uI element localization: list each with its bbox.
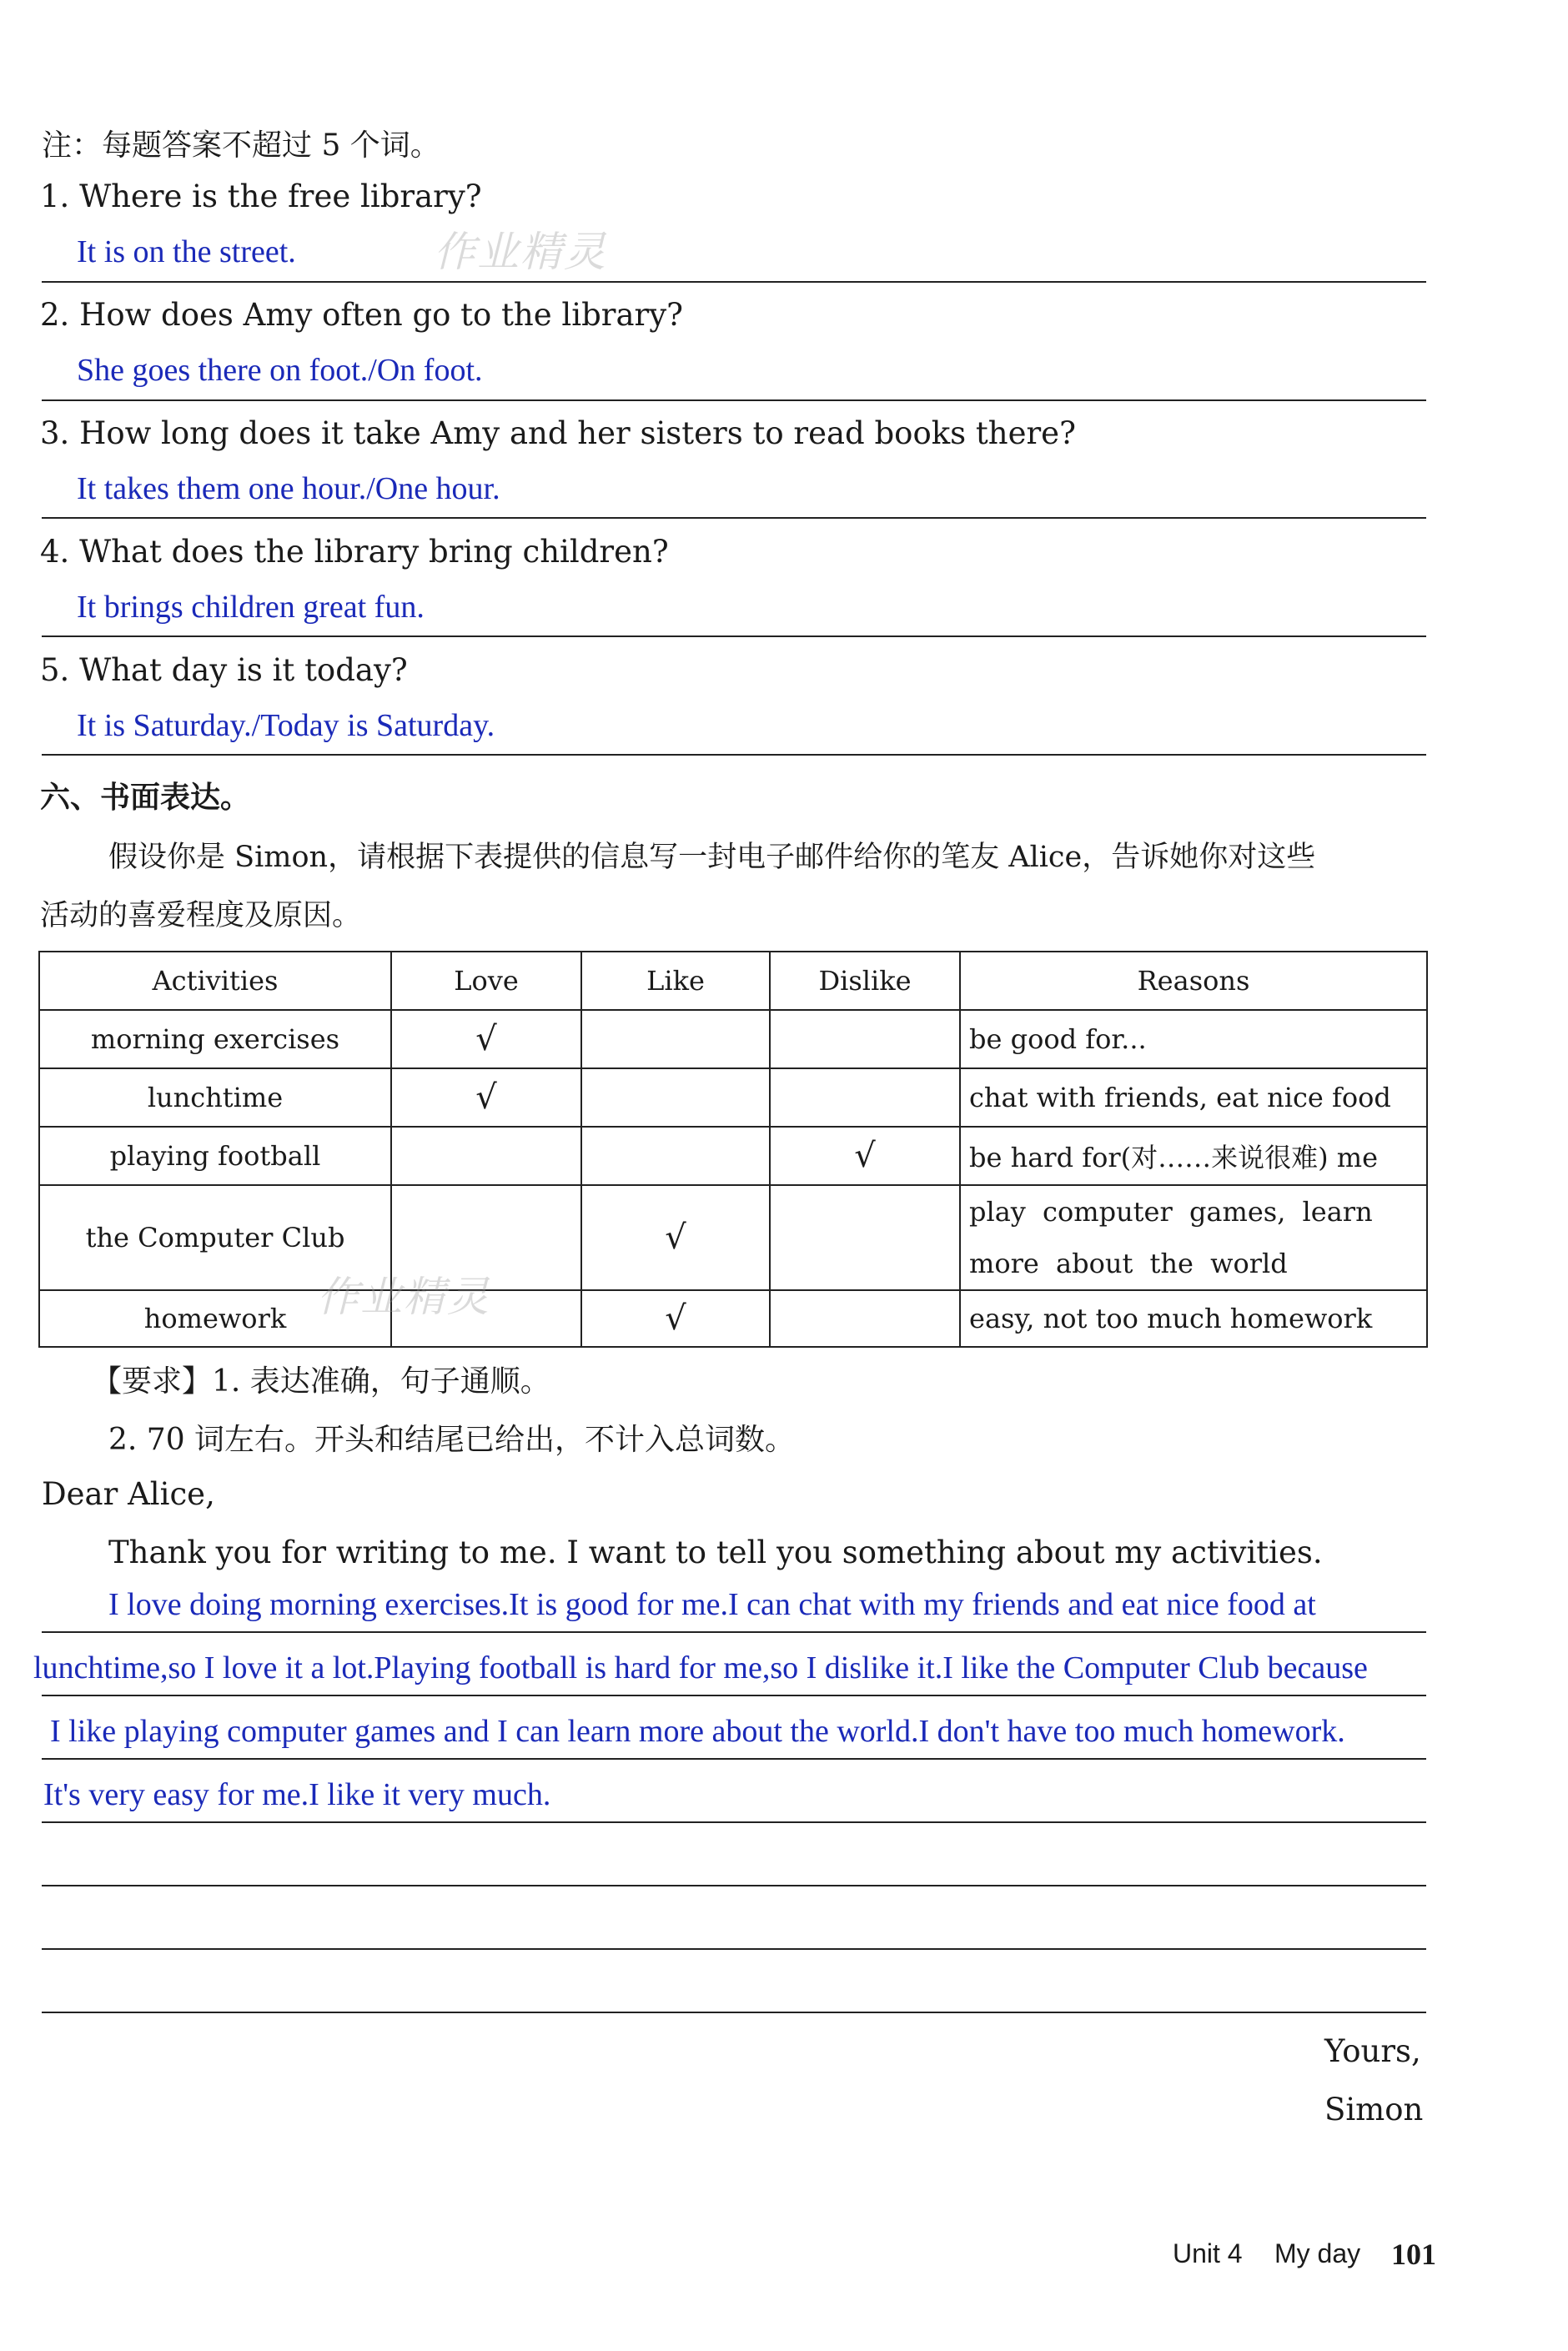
cell-like xyxy=(581,1068,770,1127)
activities-table xyxy=(38,951,1428,1348)
table-row xyxy=(39,1068,1427,1127)
writing-line xyxy=(42,1695,1426,1696)
header-activities: Activities xyxy=(39,952,391,1010)
question-2: 2. How does Amy often go to the library? xyxy=(40,297,683,333)
cell-activity: morning exercises xyxy=(39,1010,391,1068)
answer-2: She goes there on foot./On foot. xyxy=(77,353,483,388)
cell-activity: the Computer Club xyxy=(39,1185,391,1290)
writing-line xyxy=(42,1631,1426,1633)
cell-activity: homework xyxy=(39,1290,391,1347)
cell-dislike: √ xyxy=(770,1127,960,1185)
cell-dislike xyxy=(770,1010,960,1068)
letter-greeting: Dear Alice, xyxy=(42,1476,215,1512)
watermark-logo: 作业精灵 xyxy=(317,1273,490,1321)
cell-reason: play computer games, learn more about the world xyxy=(960,1185,1427,1290)
requirements-1: 【要求】1. 表达准确，句子通顺。 xyxy=(92,1364,550,1399)
answer-5: It is Saturday./Today is Saturday. xyxy=(77,708,495,743)
header-reasons: Reasons xyxy=(960,952,1427,1010)
writing-line xyxy=(42,1821,1426,1823)
answer-3: It takes them one hour./One hour. xyxy=(77,471,500,506)
cell-dislike xyxy=(770,1185,960,1290)
answer-4: It brings children great fun. xyxy=(77,590,425,625)
header-dislike: Dislike xyxy=(770,952,960,1010)
cell-love: √ xyxy=(391,1010,581,1068)
answer-line xyxy=(42,517,1426,519)
prompt-line-2: 活动的喜爱程度及原因。 xyxy=(40,899,362,932)
cell-like xyxy=(581,1010,770,1068)
header-like: Like xyxy=(581,952,770,1010)
letter-line-4: It's very easy for me.I like it very much. xyxy=(43,1777,551,1812)
page-number: 101 xyxy=(1391,2238,1436,2271)
answer-note: 注：每题答案不超过 5 个词。 xyxy=(42,128,440,163)
header-love: Love xyxy=(391,952,581,1010)
section-title: 六、书面表达。 xyxy=(40,780,251,815)
answer-line xyxy=(42,635,1426,637)
letter-line-1: I love doing morning exercises.It is good for me.I can chat with my friends and eat nice food at xyxy=(108,1587,1316,1622)
writing-line xyxy=(42,1758,1426,1760)
cell-dislike xyxy=(770,1068,960,1127)
cell-like: √ xyxy=(581,1185,770,1290)
watermark-logo: 作业精灵 xyxy=(434,228,607,276)
answer-line xyxy=(42,399,1426,401)
letter-line-2: lunchtime,so I love it a lot.Playing football is hard for me,so I dislike it.I like the Computer Club because xyxy=(33,1650,1368,1685)
writing-line xyxy=(42,2012,1426,2013)
question-1: 1. Where is the free library? xyxy=(40,178,482,214)
table-row xyxy=(39,1127,1427,1185)
cell-activity: lunchtime xyxy=(39,1068,391,1127)
cell-reason: be hard for(对……来说很难) me xyxy=(960,1127,1427,1185)
writing-line xyxy=(42,1885,1426,1886)
table-row xyxy=(39,1010,1427,1068)
prompt-line-1: 假设你是 Simon，请根据下表提供的信息写一封电子邮件给你的笔友 Alice，告诉她你对这些 xyxy=(108,841,1316,874)
letter-signature: Simon xyxy=(1324,2092,1424,2127)
question-5: 5. What day is it today? xyxy=(40,652,408,688)
cell-like xyxy=(581,1127,770,1185)
letter-line-3: I like playing computer games and I can learn more about the world.I don't have too much homework. xyxy=(50,1714,1345,1749)
table-row xyxy=(39,1185,1427,1290)
writing-line xyxy=(42,1948,1426,1950)
answer-1: It is on the street. xyxy=(77,234,296,269)
table-header-row xyxy=(39,952,1427,1010)
answer-line xyxy=(42,754,1426,756)
cell-love xyxy=(391,1127,581,1185)
requirements-2: 2. 70 词左右。开头和结尾已给出，不计入总词数。 xyxy=(108,1423,796,1457)
cell-reason: chat with friends, eat nice food xyxy=(960,1068,1427,1127)
cell-reason: be good for... xyxy=(960,1010,1427,1068)
table-row xyxy=(39,1290,1427,1347)
cell-like: √ xyxy=(581,1290,770,1347)
question-4: 4. What does the library bring children? xyxy=(40,534,669,570)
letter-opening: Thank you for writing to me. I want to tell you something about my activities. xyxy=(108,1535,1323,1570)
cell-dislike xyxy=(770,1290,960,1347)
cell-love: √ xyxy=(391,1068,581,1127)
question-3: 3. How long does it take Amy and her sisters to read books there? xyxy=(40,415,1076,451)
cell-reason: easy, not too much homework xyxy=(960,1290,1427,1347)
answer-line xyxy=(42,281,1426,283)
footer-title: My day xyxy=(1274,2238,1361,2268)
cell-activity: playing football xyxy=(39,1127,391,1185)
letter-closing: Yours, xyxy=(1324,2033,1421,2069)
footer-unit: Unit 4 xyxy=(1173,2238,1243,2268)
